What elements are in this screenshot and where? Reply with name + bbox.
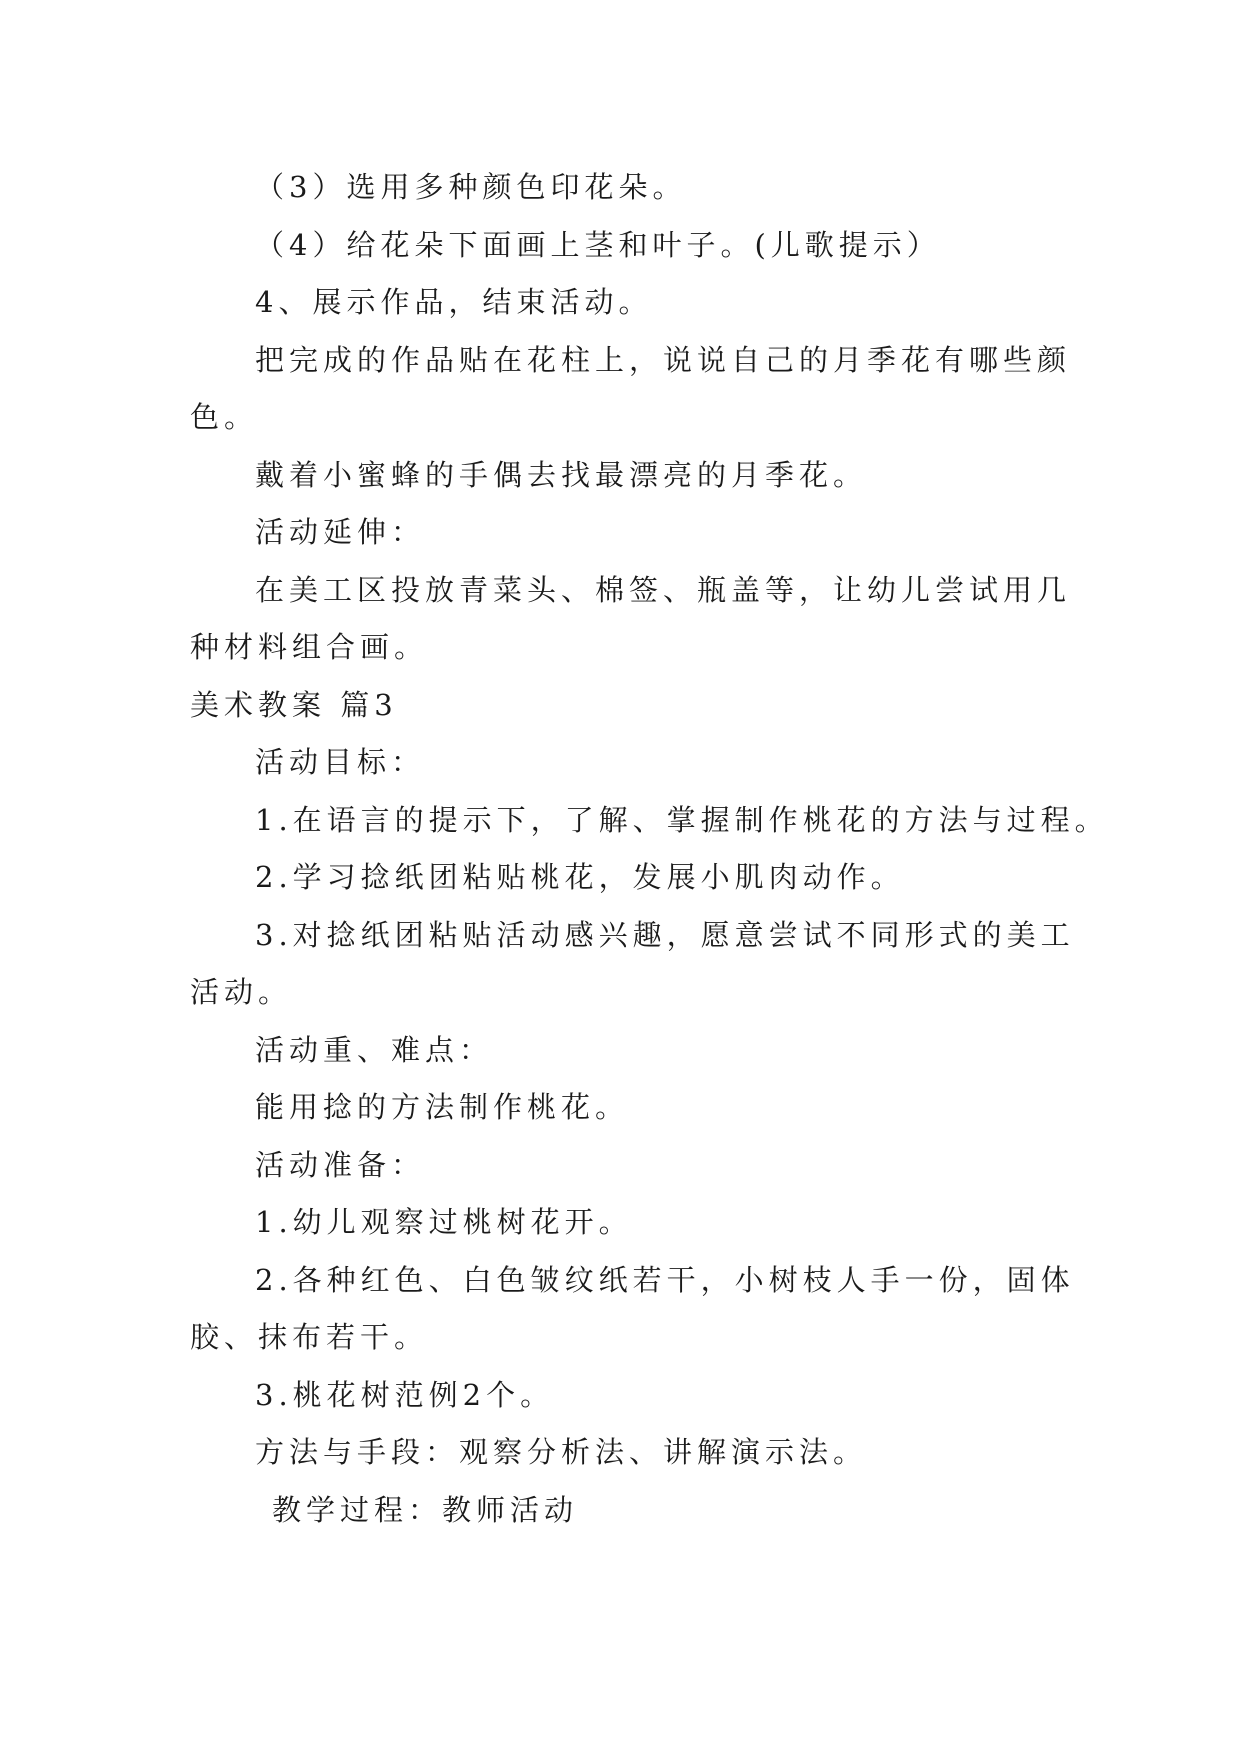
paragraph-line: 活动。 <box>190 975 293 1009</box>
paragraph-line: 胶、抹布若干。 <box>190 1320 429 1354</box>
key-points-heading: 活动重、难点： <box>255 1033 494 1067</box>
goal-item: 2.学习捻纸团粘贴桃花，发展小肌肉动作。 <box>255 860 905 894</box>
paragraph-line: 戴着小蜜蜂的手偶去找最漂亮的月季花。 <box>255 458 868 492</box>
lesson-title: 美术教案 篇3 <box>190 688 398 722</box>
activity-extension-heading: 活动延伸： <box>255 515 426 549</box>
section-4-heading: 4、展示作品，结束活动。 <box>255 285 653 319</box>
paragraph-line: 色。 <box>190 400 259 434</box>
preparation-item: 3.桃花树范例2个。 <box>255 1378 555 1412</box>
preparation-item: 1.幼儿观察过桃树花开。 <box>255 1205 633 1239</box>
goal-item: 1.在语言的提示下，了解、掌握制作桃花的方法与过程。 <box>255 803 1109 837</box>
paragraph-line: 把完成的作品贴在花柱上，说说自己的月季花有哪些颜 <box>255 343 1072 377</box>
activity-goals-heading: 活动目标： <box>255 745 426 779</box>
methods-text: 方法与手段：观察分析法、讲解演示法。 <box>255 1435 868 1469</box>
preparation-heading: 活动准备： <box>255 1148 426 1182</box>
step-4-text: （4）给花朵下面画上茎和叶子。(儿歌提示） <box>255 228 941 262</box>
paragraph-line: 种材料组合画。 <box>190 630 429 664</box>
step-3-text: （3）选用多种颜色印花朵。 <box>255 170 687 204</box>
paragraph-line: 在美工区投放青菜头、棉签、瓶盖等，让幼儿尝试用几 <box>255 573 1072 607</box>
paragraph-line: 能用捻的方法制作桃花。 <box>255 1090 630 1124</box>
preparation-item: 2.各种红色、白色皱纹纸若干，小树枝人手一份，固体 <box>255 1263 1075 1297</box>
goal-item: 3.对捻纸团粘贴活动感兴趣，愿意尝试不同形式的美工 <box>255 918 1075 952</box>
teaching-process-heading: 教学过程：教师活动 <box>272 1493 579 1527</box>
